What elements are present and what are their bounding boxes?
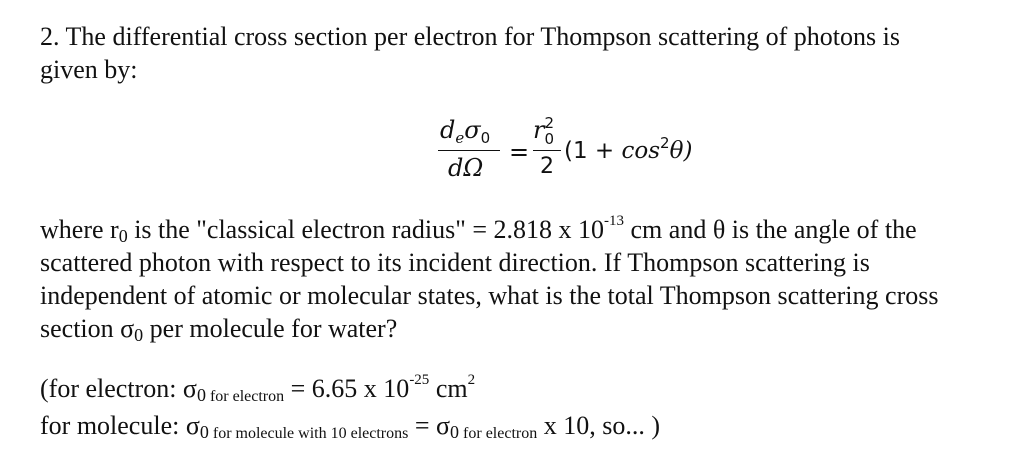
intro-line-2: given by:: [40, 55, 138, 84]
rhs-numerator: [533, 114, 555, 148]
hint-line-2: for molecule: $\sigma_0$ for molecule with 10 electrons = $\sigma_0$ for electron x 10, so... ): [40, 411, 661, 442]
intro-line-1: 2. The differential cross section per electron for Thompson scattering of photons is: [40, 22, 900, 51]
subscript-0: 0: [480, 129, 491, 147]
lhs-denominator: dΩ: [448, 154, 484, 182]
equals-sign: =: [509, 138, 530, 166]
angular-factor: [564, 134, 693, 164]
superscript-2: 2: [544, 114, 555, 132]
body-line-1: where $r_0$ is the "classical electron radius" = 2.818 x $10^{-13}$ cm and θ is the angle of the: [40, 213, 917, 246]
lhs-fraction: [438, 112, 502, 184]
problem-intro: [40, 20, 900, 86]
rhs-fraction-bar: [533, 150, 561, 151]
cos-function: cos: [621, 138, 661, 164]
sigma-symbol: σ: [464, 116, 481, 144]
r-symbol: r: [533, 116, 545, 144]
lhs-numerator: [440, 116, 490, 147]
rhs-denominator: 2: [540, 154, 554, 179]
rhs-fraction: [533, 112, 563, 184]
body-line-2: scattered photon with respect to its incident direction. If Thompson scattering is: [40, 248, 870, 277]
hint-line-1: (for electron: $\sigma_0$ for electron = 6.65 x $10^{-25}$ $cm^2$: [40, 372, 476, 405]
paren-open-one-plus: (1 +: [564, 138, 622, 164]
thompson-cross-section-equation: [438, 112, 738, 192]
problem-body: [40, 213, 938, 345]
lhs-fraction-bar: [438, 150, 500, 151]
theta-close-paren: θ): [669, 138, 693, 164]
body-line-4: section $\sigma_0$ per molecule for water?: [40, 314, 398, 345]
d-symbol: d: [440, 116, 456, 144]
subscript-e: e: [455, 129, 465, 147]
hint-block: [40, 372, 660, 446]
cos-superscript: 2: [660, 134, 670, 152]
body-line-3: independent of atomic or molecular states, what is the total Thompson scattering cross: [40, 281, 939, 310]
subscript-0: 0: [544, 130, 555, 148]
